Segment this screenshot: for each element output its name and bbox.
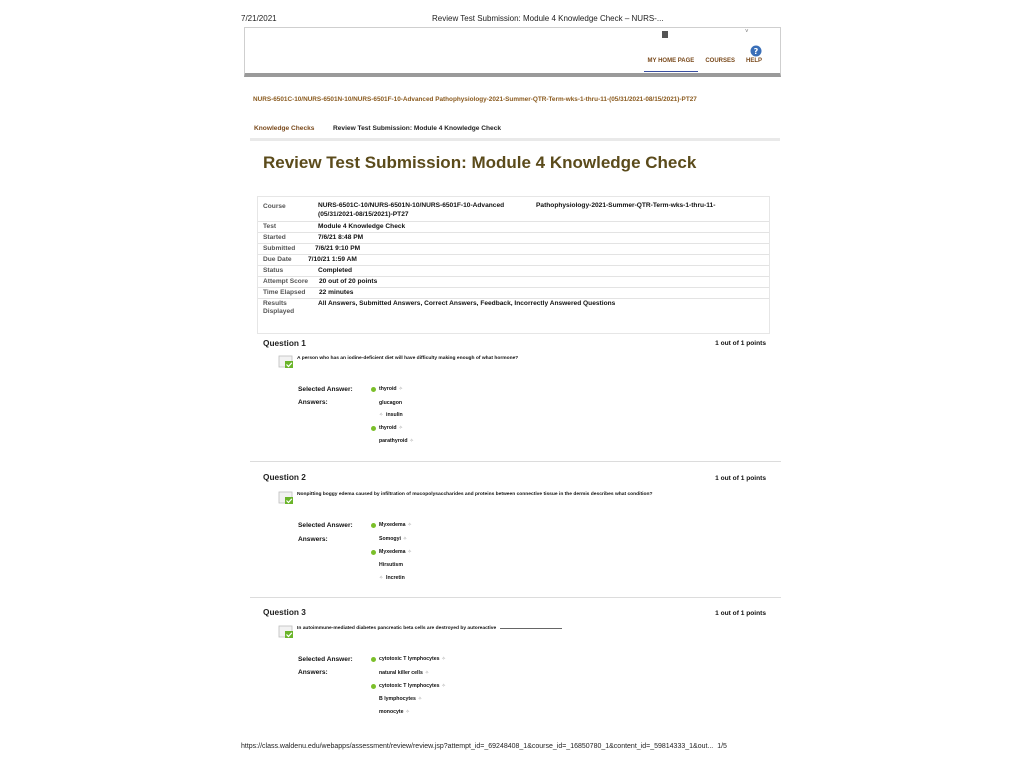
answer-option <box>371 412 403 418</box>
print-footer <box>241 743 781 750</box>
question-points: 1 out of 1 points <box>715 475 766 482</box>
answer-option-correct <box>371 549 413 555</box>
selected-answer <box>371 656 447 662</box>
summary-row-started <box>258 233 769 244</box>
answer-option <box>371 709 411 715</box>
feedback-icon: ✧ <box>398 385 403 392</box>
feedback-icon: ✧ <box>417 695 423 702</box>
print-page-number: 1/5 <box>717 743 727 750</box>
attempt-score-value: 20 out of 20 points <box>319 278 378 285</box>
question-3 <box>250 607 781 727</box>
check-icon <box>371 684 376 689</box>
print-title: Review Test Submission: Module 4 Knowledge Check – NURS-... <box>432 14 664 23</box>
test-value: Module 4 Knowledge Check <box>318 223 406 230</box>
answers-label: Answers: <box>298 669 328 676</box>
summary-row-status <box>258 266 769 277</box>
due-date-label: Due Date <box>263 256 292 263</box>
time-elapsed-label: Time Elapsed <box>263 289 306 296</box>
summary-row-course <box>258 199 769 222</box>
selected-answer-text: cytotoxic T lymphocytes <box>379 656 440 662</box>
feedback-icon: ✧ <box>424 669 430 676</box>
question-divider <box>250 461 781 462</box>
answer-option <box>371 575 405 581</box>
answer-option <box>371 536 408 542</box>
page-title: Review Test Submission: Module 4 Knowledge Check <box>263 153 697 172</box>
answer-option-text: Myxedema <box>379 549 406 555</box>
summary-row-results <box>258 299 769 319</box>
started-label: Started <box>263 234 286 241</box>
question-title: Question 2 <box>263 472 306 482</box>
courses-link[interactable]: COURSES <box>705 58 735 64</box>
feedback-icon: ✧ <box>407 548 412 555</box>
top-nav <box>648 58 762 64</box>
answers-label: Answers: <box>298 399 328 406</box>
answer-option <box>371 670 430 676</box>
question-text: Nonpitting boggy edema caused by infiltration of mucopolysaccharides and proteins between connective tissue in the dermis describes what condition? <box>297 492 653 497</box>
answer-option-text: parathyroid <box>379 438 408 444</box>
chevron-down-icon[interactable]: ˅ <box>745 29 749 35</box>
feedback-icon: ✧ <box>407 521 412 528</box>
fill-in-blank <box>500 628 562 629</box>
selected-answer-label: Selected Answer: <box>298 656 353 663</box>
help-icon[interactable] <box>750 45 762 57</box>
feedback-icon: ✧ <box>379 411 384 418</box>
breadcrumb-knowledge-checks[interactable]: Knowledge Checks <box>254 125 315 132</box>
question-title: Question 1 <box>263 338 306 348</box>
my-home-page-link[interactable]: MY HOME PAGE <box>647 58 695 64</box>
summary-row-due-date <box>258 255 769 266</box>
time-elapsed-value: 22 minutes <box>319 289 354 296</box>
check-icon <box>371 550 376 555</box>
selected-answer-label: Selected Answer: <box>298 386 353 393</box>
feedback-icon: ✧ <box>398 424 403 431</box>
course-value-c: (05/31/2021-08/15/2021)-PT27 <box>318 211 409 218</box>
print-date: 7/21/2021 <box>241 14 277 23</box>
top-navigation-bar <box>244 27 781 77</box>
answer-option-text: glucagon <box>379 400 403 406</box>
question-points: 1 out of 1 points <box>715 610 766 617</box>
question-correct-icon <box>278 491 294 505</box>
question-points: 1 out of 1 points <box>715 340 766 347</box>
results-label-b: Displayed <box>263 308 295 315</box>
answer-option-text: Hirsutism <box>379 562 403 568</box>
question-text: A person who has an iodine-deficient diet will have difficulty making enough of what hormone? <box>297 356 519 361</box>
print-header <box>0 14 1024 26</box>
feedback-icon: ✧ <box>441 655 446 662</box>
answer-option <box>371 696 423 702</box>
answer-option <box>371 562 403 568</box>
answer-option-correct <box>371 683 447 689</box>
breadcrumb-current: Review Test Submission: Module 4 Knowledge Check <box>333 125 502 132</box>
feedback-icon: ✧ <box>409 437 414 444</box>
summary-row-test <box>258 222 769 233</box>
selected-answer <box>371 386 404 392</box>
notification-icon[interactable] <box>662 31 668 38</box>
question-1 <box>250 338 781 462</box>
answer-option <box>371 400 402 406</box>
question-divider <box>250 597 781 598</box>
breadcrumb <box>250 121 780 141</box>
results-label-a: Results <box>263 300 287 307</box>
answers-label: Answers: <box>298 536 328 543</box>
selected-answer-label: Selected Answer: <box>298 522 353 529</box>
course-value-a: NURS-6501C-10/NURS-6501N-10/NURS-6501F-10-Advanced <box>318 202 505 209</box>
question-2 <box>250 472 781 598</box>
results-value: All Answers, Submitted Answers, Correct Answers, Feedback, Incorrectly Answered Questions <box>318 300 616 307</box>
submitted-value: 7/6/21 9:10 PM <box>315 245 361 252</box>
course-path[interactable]: NURS-6501C-10/NURS-6501N-10/NURS-6501F-10-Advanced Pathophysiology-2021-Summer-QTR-Term-wks-1-thru-11-(05/31/2021-08/15/2021)-PT27 <box>253 96 697 103</box>
test-label: Test <box>263 223 277 230</box>
feedback-icon: ✧ <box>379 574 384 581</box>
selected-answer-text: Myxedema <box>379 522 406 528</box>
summary-row-elapsed <box>258 288 769 299</box>
print-footer-url: https://class.waldenu.edu/webapps/assessment/review/review.jsp?attempt_id=_69248408_1&course_id=_16850780_1&content_id=_59814333_1&out... <box>241 743 714 750</box>
submitted-label: Submitted <box>263 245 296 252</box>
check-icon <box>371 387 376 392</box>
feedback-icon: ✧ <box>405 708 410 715</box>
help-link[interactable]: HELP <box>745 58 762 64</box>
answer-option-text: natural killer cells <box>379 670 423 676</box>
answer-option-text: cytotoxic T lymphocytes <box>379 683 440 689</box>
status-value: Completed <box>318 267 353 274</box>
answer-option <box>371 438 415 444</box>
selected-answer <box>371 522 413 528</box>
answer-option-text: monocyte <box>379 709 404 715</box>
answer-option-text: thyroid <box>379 425 397 431</box>
course-label: Course <box>263 203 286 210</box>
submission-summary <box>257 196 770 334</box>
summary-row-submitted <box>258 244 769 255</box>
answer-option-text: Somogyi <box>379 536 401 542</box>
selected-answer-text: thyroid <box>379 386 397 392</box>
check-icon <box>371 523 376 528</box>
check-icon <box>371 426 376 431</box>
answer-option-text: Incretin <box>386 575 405 581</box>
summary-row-score <box>258 277 769 288</box>
answer-option-text: insulin <box>386 412 403 418</box>
course-value-b: Pathophysiology-2021-Summer-QTR-Term-wks-1-thru-11- <box>536 202 716 209</box>
question-correct-icon <box>278 355 294 369</box>
answer-option-correct <box>371 425 404 431</box>
question-correct-icon <box>278 625 294 639</box>
attempt-score-label: Attempt Score <box>263 278 309 285</box>
question-text-content: In autoimmune-mediated diabetes pancreatic beta cells are destroyed by autoreactive <box>297 626 497 631</box>
question-text <box>297 626 562 631</box>
check-icon <box>371 657 376 662</box>
due-date-value: 7/10/21 1:59 AM <box>308 256 357 263</box>
feedback-icon: ✧ <box>402 535 408 542</box>
status-label: Status <box>263 267 284 274</box>
answer-option-text: B lymphocytes <box>379 696 416 702</box>
feedback-icon: ✧ <box>441 682 446 689</box>
question-title: Question 3 <box>263 607 306 617</box>
svg-text:?: ? <box>753 47 759 56</box>
started-value: 7/6/21 8:48 PM <box>318 234 364 241</box>
